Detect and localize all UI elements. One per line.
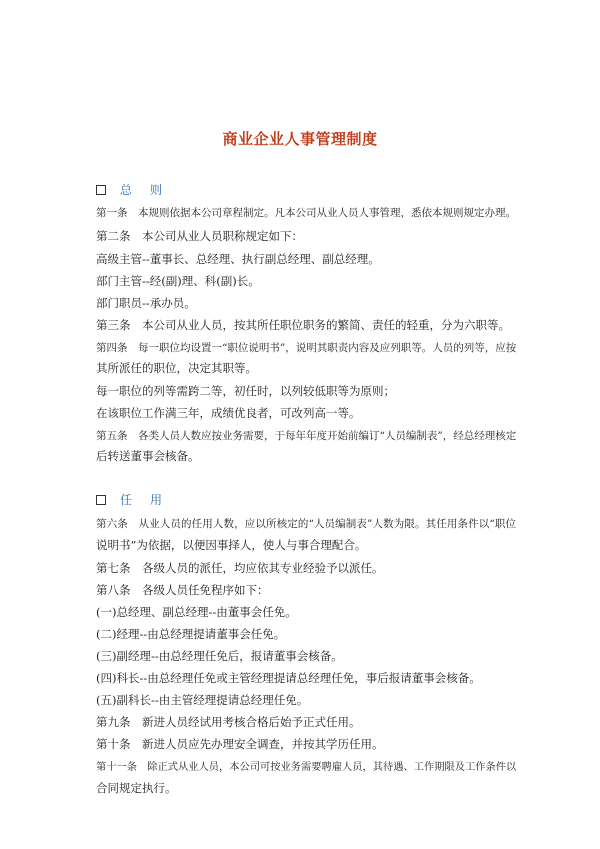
section-heading-text: 任用 <box>120 493 181 507</box>
paragraph-line: 第六条 从业人员的任用人数，应以所核定的“人员编制表”人数为限。其任用条件以“职位 <box>96 518 516 530</box>
paragraph-line: 第二条 本公司从业人员职称规定如下： <box>96 229 303 243</box>
paragraph-line: (二)经理--由总经理提请董事会任免。 <box>96 627 286 641</box>
paragraph-line: (四)科长--由总经理任免或主管经理提请总经理任免，事后报请董事会核备。 <box>96 671 481 685</box>
paragraph-line: 第十条 新进人员应先办理安全调查，并按其学历任用。 <box>96 737 384 751</box>
paragraph-line: 第八条 各级人员任免程序如下： <box>96 583 269 597</box>
paragraph-line: (三)副经理--由总经理任免后，报请董事会核备。 <box>96 649 343 663</box>
paragraph-line: 第七条 各级人员的派任，均应依其专业经验予以派任。 <box>96 561 384 575</box>
paragraph-line: (五)副科长--由主管经理提请总经理任免。 <box>96 693 309 707</box>
section-heading-text: 总则 <box>120 183 181 197</box>
checkbox-square-icon <box>96 185 106 195</box>
paragraph-line: 其所派任的职位，决定其职等。 <box>96 361 257 375</box>
section-heading-appointment <box>96 491 180 508</box>
paragraph-line: 说明书”为依据，以便因事择人，使人与事合理配合。 <box>96 538 367 552</box>
section-heading-general <box>96 181 180 198</box>
paragraph-line: 高级主管--董事长、总经理、执行副总经理、副总经理。 <box>96 252 380 266</box>
paragraph-line: 在该职位工作满三年，成绩优良者，可改列高一等。 <box>96 406 361 420</box>
paragraph-line: 合同规定执行。 <box>96 781 177 795</box>
paragraph-line: 每一职位的列等需跨二等，初任时，以列较低职等为原则； <box>96 384 395 398</box>
paragraph-line: 第四条 每一职位均设置一“职位说明书”，说明其职责内容及应列职等。人员的列等，应按 <box>96 342 517 354</box>
paragraph-line: 后转送董事会核备。 <box>96 449 200 463</box>
paragraph-line: 第三条 本公司从业人员，按其所任职位职务的繁简、责任的轻重，分为六职等。 <box>96 318 510 332</box>
paragraph-line: (一)总经理、副总经理--由董事会任免。 <box>96 605 297 619</box>
paragraph-line: 第十一条 除正式从业人员，本公司可按业务需要聘雇人员，其待遇、工作期限及工作条件以 <box>96 761 517 773</box>
document-title: 商业企业人事管理制度 <box>222 130 378 148</box>
paragraph-line: 第一条 本规则依据本公司章程制定。凡本公司从业人员人事管理，悉依本规则规定办理。 <box>96 207 516 219</box>
paragraph-line: 部门职员--承办员。 <box>96 296 196 310</box>
paragraph-line: 第五条 各类人员人数应按业务需要，于每年年度开始前编订“人员编制表”，经总经理核定 <box>96 430 517 442</box>
checkbox-square-icon <box>96 495 106 505</box>
paragraph-line: 部门主管--经(副)理、科(副)长。 <box>96 274 260 288</box>
paragraph-line: 第九条 新进人员经试用考核合格后始予正式任用。 <box>96 715 361 729</box>
